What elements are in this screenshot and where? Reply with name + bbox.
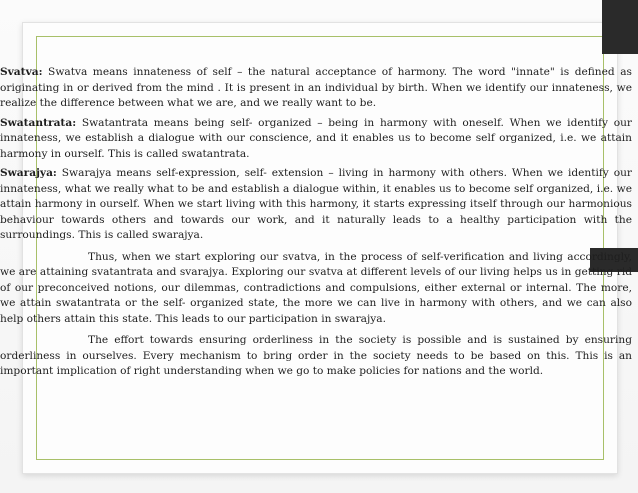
slide-body bbox=[0, 65, 632, 384]
paragraph-svatva bbox=[0, 65, 632, 112]
term-swatantrata: Swatantrata: bbox=[0, 116, 77, 129]
definition-swarajya: Swarajya means self-expression, self- extension – living in harmony with others. When we identify our innateness, what we really what to be and establish a dialogue within, it enables us to become self organized, i.e. we attain harmony in ourself. When we start living with this harmony, it starts expressing itself through our harmonious behaviour towards others and towards our work, and it naturally leads to a healthy participation with the surroundings. This is called swarajya. bbox=[0, 167, 632, 241]
definition-swatantrata: Swatantrata means being self- organized – being in harmony with oneself. When we identify our innateness, we establish a dialogue with our conscience, and it enables us to become self organized, i.e. we attain harmony in ourself. This is called swatantrata. bbox=[0, 116, 632, 160]
indent-spacer bbox=[0, 251, 88, 263]
paragraph-thus bbox=[0, 250, 632, 328]
text-thus: Thus, when we start exploring our svatva, in the process of self-verification and living accordingly, we are attaining svatantrata and svarajya. Exploring our svatva at different levels of our living helps us in getting rid of our preconceived notions, our dilemmas, contradictions and compulsions, either external or internal. The more, we attain swatantrata or the self- organized state, the more we can live in harmony with others, and we can also help others attain this state. This leads to our participation in swarajya. bbox=[0, 250, 632, 325]
paragraph-swatantrata bbox=[0, 116, 632, 163]
term-swarajya: Swarajya: bbox=[0, 167, 57, 179]
paragraph-swarajya bbox=[0, 166, 632, 244]
corner-decoration-top bbox=[602, 0, 638, 54]
indent-spacer bbox=[0, 334, 88, 346]
term-svatva: Svatva: bbox=[0, 66, 43, 78]
text-effort: The effort towards ensuring orderliness in the society is possible and is sustained by ensuring orderliness in ourselves. Every mechanism to bring order in the society needs to be based on this. This is an important implication of right understanding when we go to make policies for nations and the world. bbox=[0, 334, 632, 377]
definition-svatva: Swatva means innateness of self – the natural acceptance of harmony. The word "innate" is defined as originating in or derived from the mind . It is present in an individual by birth. When we identify our innateness, we realize the difference between what we are, and we really want to be. bbox=[0, 66, 632, 109]
paragraph-effort bbox=[0, 333, 632, 380]
